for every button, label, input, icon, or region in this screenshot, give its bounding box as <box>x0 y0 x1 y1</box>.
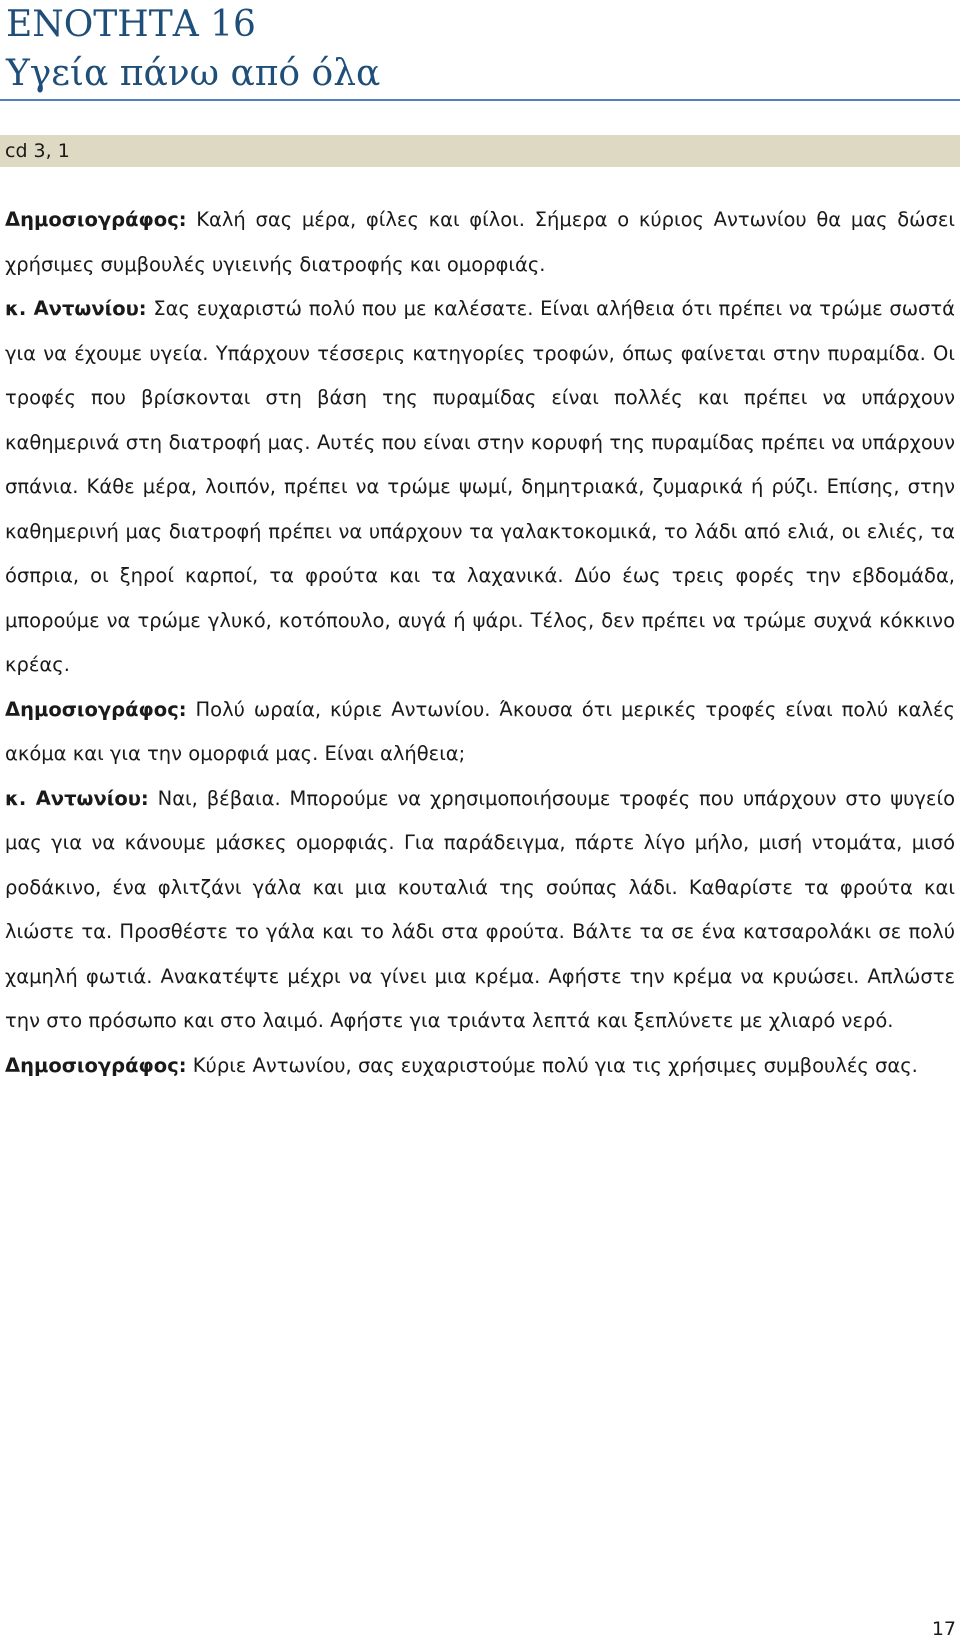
speaker-label: κ. Αντωνίου: <box>5 786 149 810</box>
dialogue-text: Πολύ ωραία, κύριε Αντωνίου. Άκουσα ότι μερικές τροφές είναι πολύ καλές ακόμα και για την ομορφιά μας. Είναι αλήθεια; <box>5 697 955 765</box>
speaker-label: κ. Αντωνίου: <box>5 297 147 320</box>
dialogue-text: Ναι, βέβαια. Μπορούμε να χρησιμοποιήσουμε τροφές που υπάρχουν στο ψυγείο μας για να κάνουμε μάσκες ομορφιάς. Για παράδειγμα, πάρτε λίγο μήλο, μισή ντομάτα, μισό ροδάκινο, ένα φλιτζάνι γάλα και μια κουταλιά της σούπας λάδι. Καθαρίστε τα φρούτα και λιώστε τα. Προσθέστε το γάλα και το λάδι στα φρούτα. Βάλτε τα σε ένα κατσαρολάκι σε πολύ χαμηλή φωτιά. Ανακατέψτε μέχρι να γίνει μια κρέμα. Αφήστε την κρέμα να κρυώσει. Απλώστε την στο πρόσωπο και στο λαιμό. Αφήστε για τριάντα λεπτά και ξεπλύνετε με χλιαρό νερό. <box>5 786 956 1032</box>
dialogue-text: Σας ευχαριστώ πολύ που με καλέσατε. Είναι αλήθεια ότι πρέπει να τρώμε σωστά για να έχουμε υγεία. Υπάρχουν τέσσερις κατηγορίες τροφών, όπως φαίνεται στην πυραμίδα. Οι τροφές που βρίσκονται στη βάση της πυραμίδας είναι πολλές και πρέπει να υπάρχουν καθημερινά στη διατροφή μας. Αυτές που είναι στην κορυφή της πυραμίδας πρέπει να υπάρχουν σπάνια. Κάθε μέρα, λοιπόν, πρέπει να τρώμε ψωμί, δημητριακά, ζυμαρικά ή ρύζι. Επίσης, στην καθημερινή μας διατροφή πρέπει να υπάρχουν τα γαλακτοκομικά, το λάδι από ελιά, οι ελιές, τα όσπρια, οι ξηροί καρποί, τα φρούτα και τα λαχανικά. Δύο έως τρεις φορές την εβδομάδα, μπορούμε να τρώμε γλυκό, κοτόπουλο, αυγά ή ψάρι. Τέλος, δεν πρέπει να τρώμε συχνά κόκκινο κρέας. <box>5 297 956 676</box>
dialogue-line <box>5 198 955 287</box>
dialogue-transcript <box>5 198 955 1088</box>
title-underline <box>0 99 960 101</box>
dialogue-text: Καλή σας μέρα, φίλες και φίλοι. Σήμερα ο κύριος Αντωνίου θα μας δώσει χρήσιμες συμβουλές υγιεινής διατροφής και ομορφιάς. <box>5 208 955 276</box>
speaker-label: Δημοσιογράφος: <box>5 208 187 231</box>
dialogue-line <box>5 688 955 777</box>
unit-subtitle: Υγεία πάνω από όλα <box>6 53 381 94</box>
audio-track-label: cd 3, 1 <box>0 135 960 167</box>
speaker-label: Δημοσιογράφος: <box>5 697 187 721</box>
dialogue-text: Κύριε Αντωνίου, σας ευχαριστούμε πολύ για τις χρήσιμες συμβουλές σας. <box>192 1053 918 1077</box>
page-number: 17 <box>931 1618 956 1640</box>
dialogue-line <box>5 777 955 1044</box>
page-title <box>6 0 380 98</box>
dialogue-line <box>5 287 955 688</box>
unit-title: ΕΝΟΤΗΤΑ 16 <box>6 4 256 45</box>
speaker-label: Δημοσιογράφος: <box>5 1053 187 1077</box>
dialogue-line <box>5 1044 955 1089</box>
